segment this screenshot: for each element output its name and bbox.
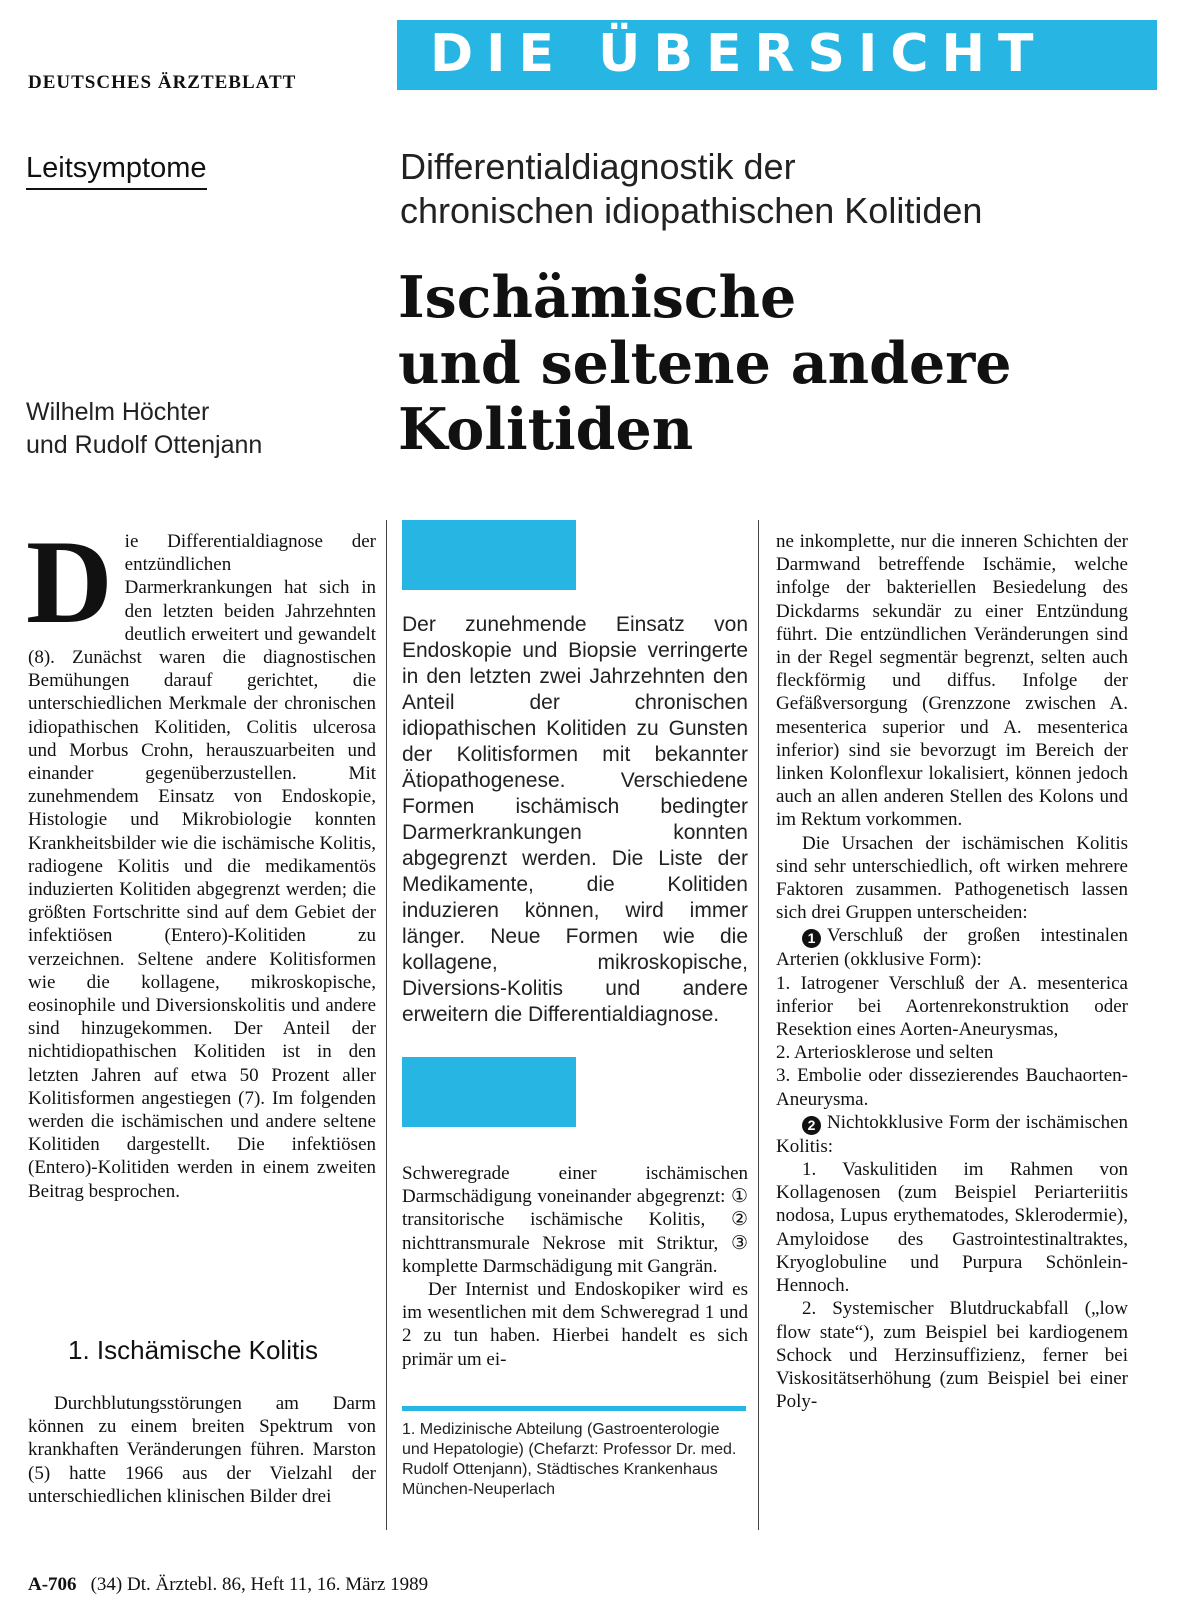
list-item: 1. Vaskulitiden im Rahmen von Kollagenosen (zum Beispiel Periarteriitis nodosa, Lupus erythematodes, Sklerodermie), Amyloidose des Gastrointestinaltraktes, Kryoglobuline und Purpura Schönlein-Hennoch. bbox=[776, 1159, 1128, 1297]
authors bbox=[26, 396, 262, 462]
title-line-2: und seltene andere bbox=[398, 330, 1012, 397]
lead-top-accent bbox=[402, 520, 576, 590]
drop-cap: D bbox=[26, 515, 113, 648]
column-divider bbox=[758, 520, 759, 1530]
footnote-rule bbox=[402, 1406, 746, 1411]
article-subtitle bbox=[400, 145, 1160, 233]
group-2-text: Nichtokklusive Form der ischämischen Kolitis: bbox=[776, 1111, 1128, 1157]
group-1-text: Verschluß der großen intestinalen Arterien (okklusive Form): bbox=[776, 925, 1128, 971]
group-1 bbox=[776, 924, 1128, 971]
section-paragraph: Durchblutungsstörungen am Darm können zu einem breiten Spektrum von krankhaften Veränderungen führen. Marston (5) hatte 1966 aus der Vielzahl der unterschiedlichen klinischen Bilder drei bbox=[28, 1393, 376, 1507]
column-1-intro bbox=[26, 515, 376, 1203]
section-heading: 1. Ischämische Kolitis bbox=[68, 1335, 318, 1365]
list-item: 2. Arteriosklerose und selten bbox=[776, 1042, 994, 1064]
citation: (34) Dt. Ärztebl. 86, Heft 11, 16. März 1989 bbox=[90, 1574, 429, 1595]
section-body bbox=[28, 1392, 376, 1508]
journal-name: DEUTSCHES ÄRZTEBLATT bbox=[28, 72, 297, 93]
column-2-body bbox=[402, 1162, 748, 1371]
author-line-1: Wilhelm Höchter bbox=[26, 398, 210, 426]
list-item: 2. Systemischer Blutdruckabfall („low flow state“), zum Beispiel bei kardiogenem Schock und Herzinsuffizienz, ferner bei Viskositätserhöhung (zum Beispiel bei einer Poly- bbox=[776, 1298, 1128, 1413]
number-marker-icon: 2 bbox=[802, 1116, 821, 1135]
author-line-2: und Rudolf Ottenjann bbox=[26, 431, 263, 459]
subtitle-line-2: chronischen idiopathischen Kolitiden bbox=[400, 190, 983, 231]
group-2 bbox=[776, 1111, 1128, 1158]
rubric-label: Leitsymptome bbox=[26, 152, 207, 190]
page-footer bbox=[28, 1574, 428, 1596]
title-line-1: Ischämische bbox=[398, 264, 797, 331]
paragraph: Die Ursachen der ischämischen Kolitis sind sehr unterschiedlich, oft wirken mehrere Faktoren zusammen. Pathogenetisch lassen sich drei Gruppen unterscheiden: bbox=[776, 832, 1128, 924]
number-marker-icon: 1 bbox=[802, 929, 821, 948]
column-3-body bbox=[776, 530, 1128, 1413]
article-title bbox=[398, 265, 1158, 463]
paragraph: Der Internist und Endoskopiker wird es im wesentlichen mit dem Schweregrad 1 und 2 zu tun haben. Hierbei handelt es sich primär um ei- bbox=[402, 1279, 748, 1370]
intro-text: ie Differentialdiagnose der entzündlichen Darmerkrankungen hat sich in den letzten beiden Jahrzehnten deutlich erweitert und gewandelt (8). Zunächst waren die diagnostischen Bemühungen darauf gerichtet, die unterschiedlichen Merkmale der chronischen idiopathischen Kolitiden, Colitis ulcerosa und Morbus Crohn, herauszuarbeiten und einander gegenüberzustellen. Mit zunehmendem Einsatz von Endoskopie, Histologie und Mikrobiologie konnten Krankheitsbilder wie die ischämische Kolitis, radiogene Kolitis und die medikamentös induzierten Kolitiden abgegrenzt werden; die größten Fortschritte sind auf dem Gebiet der infektiösen (Entero)-Kolitiden zu verzeichnen. Seltene andere Kolitisformen wie die kollagene, mikroskopische, eosinophile und Diversionskolitis und andere sind hinzugekommen. Der Anteil der nichtidiopathischen Kolitiden ist in den letzten Jahren auf etwa 50 Prozent aller Kolitisformen angestiegen (7). Im folgenden werden die ischämischen und andere seltene Kolitiden dargestellt. Die infektiösen (Entero)-Kolitiden werden in einem zweiten Beitrag besprochen. bbox=[28, 531, 376, 1202]
subtitle-line-1: Differentialdiagnostik der bbox=[400, 146, 796, 187]
paragraph: ne inkomplette, nur die inneren Schichten der Darmwand betreffende Ischämie, welche infolge der bakteriellen Besiedelung des Dickdarms sekundär zu einer Entzündung führt. Die entzündlichen Veränderungen sind in der Regel segmentär begrenzt, selten auch fleckförmig und diffus. Infolge der Gefäßversorgung (Grenzzone zwischen A. mesenterica superior und A. mesenterica inferior) sind sie bevorzugt im Bereich der linken Kolonflexur lokalisiert, können jedoch auch an allen anderen Stellen des Kolons und im Rektum vorkommen. bbox=[776, 531, 1128, 831]
title-line-3: Kolitiden bbox=[398, 396, 694, 463]
page-number: A-706 bbox=[28, 1574, 77, 1595]
list-item: 3. Embolie oder dissezierendes Bauchaorten-Aneurysma. bbox=[776, 1065, 1128, 1110]
lead-summary: Der zunehmende Einsatz von Endoskopie und Biopsie verringerte in den letzten zwei Jahrzehnten den Anteil der chronischen idiopathischen Kolitiden zu Gunsten der Kolitisformen mit bekannter Ätiopathogenese. Verschiedene Formen ischämisch bedingter Darmerkrankungen konnten abgegrenzt werden. Die Liste der Medikamente, die Kolitiden induzieren können, wird immer länger. Neue Formen wie die kollagene, mikroskopische, Diversions-Kolitis und andere erweitern die Differentialdiagnose. bbox=[402, 613, 748, 1026]
paragraph: Schweregrade einer ischämischen Darmschädigung voneinander abgegrenzt: ① transitorische ischämische Kolitis, ② nichttransmurale Nekrose mit Striktur, ③ komplette Darmschädigung mit Gangrän. bbox=[402, 1163, 748, 1277]
list-item: 1. Iatrogener Verschluß der A. mesenterica inferior bei Aortenrekonstruktion oder Resektion eines Aorten-Aneurysmas, bbox=[776, 972, 1128, 1041]
column-divider bbox=[386, 520, 387, 1530]
lead-bottom-accent bbox=[402, 1057, 576, 1127]
footnote: 1. Medizinische Abteilung (Gastroenterologie und Hepatologie) (Chefarzt: Professor Dr. med. Rudolf Ottenjann), Städtisches Krankenhaus München-Neuperlach bbox=[402, 1421, 737, 1498]
section-banner-label: DIE ÜBERSICHT bbox=[430, 24, 1047, 84]
